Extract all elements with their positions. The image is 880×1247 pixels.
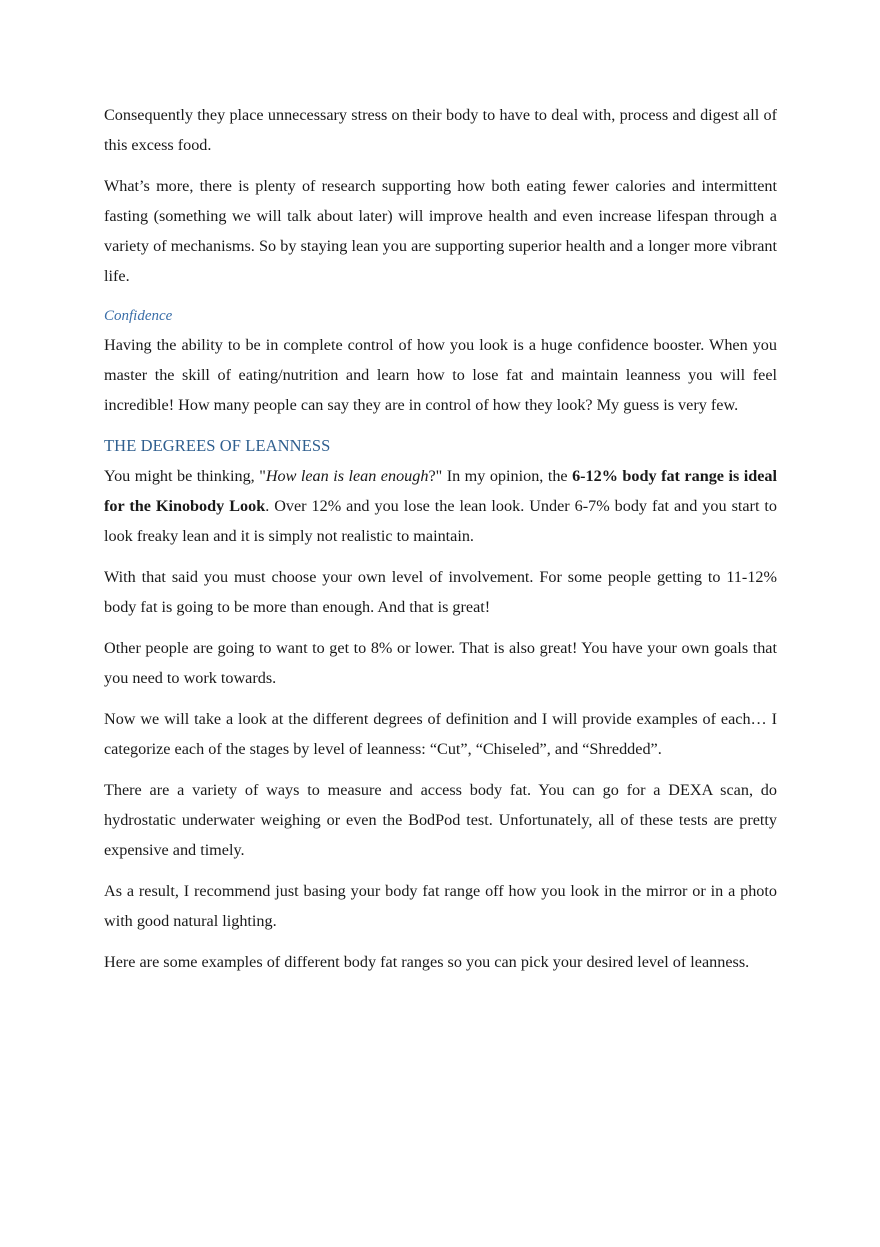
paragraph-degrees-definition: Now we will take a look at the different degrees of definition and I will provide examples of each… I categorize each of the stages by level of leanness: “Cut”, “Chiseled”, and “Shredded”. [104, 710, 777, 758]
paragraph-how-lean-text-1: You might be thinking, " [104, 467, 266, 485]
page-body [104, 100, 777, 988]
paragraph-recommendation: As a result, I recommend just basing your body fat range off how you look in the mirror or in a photo with good natural lighting. [104, 882, 777, 930]
paragraph-research: What’s more, there is plenty of research supporting how both eating fewer calories and intermittent fasting (something we will talk about later) will improve health and even increase lifespan through a variety of mechanisms. So by staying lean you are supporting superior health and a longer more vibrant life. [104, 177, 777, 285]
paragraph-how-lean-text-3: . Over 12% and you lose the lean look. Under 6-7% body fat and you start to look freaky lean and it is simply not realistic to maintain. [104, 497, 777, 545]
paragraph-how-lean-bold: 6-12% body fat range is ideal for the Kinobody Look [104, 467, 777, 515]
paragraph-examples: Here are some examples of different body fat ranges so you can pick your desired level of leanness. [104, 953, 750, 971]
paragraph-confidence: Having the ability to be in complete control of how you look is a huge confidence booster. When you master the skill of eating/nutrition and learn how to lose fat and maintain leanness you will feel incredible! How many people can say they are in control of how they look? My guess is very few. [104, 336, 777, 414]
paragraph-how-lean-text-2: ?" In my opinion, the [428, 467, 573, 485]
paragraph-how-lean-italic: How lean is lean enough [265, 467, 429, 485]
subheading-confidence: Confidence [104, 308, 173, 324]
paragraph-how-lean [104, 461, 777, 551]
paragraph-involvement: With that said you must choose your own level of involvement. For some people getting to 11-12% body fat is going to be more than enough. And that is great! [104, 568, 777, 616]
section-heading-degrees-of-leanness: THE DEGREES OF LEANNESS [104, 436, 331, 455]
paragraph-other-people: Other people are going to want to get to 8% or lower. That is also great! You have your own goals that you need to work towards. [104, 639, 777, 687]
paragraph-excess-food: Consequently they place unnecessary stress on their body to have to deal with, process and digest all of this excess food. [104, 106, 777, 154]
paragraph-measure-body-fat: There are a variety of ways to measure and access body fat. You can go for a DEXA scan, do hydrostatic underwater weighing or even the BodPod test. Unfortunately, all of these tests are pretty expensive and timely. [104, 781, 777, 859]
